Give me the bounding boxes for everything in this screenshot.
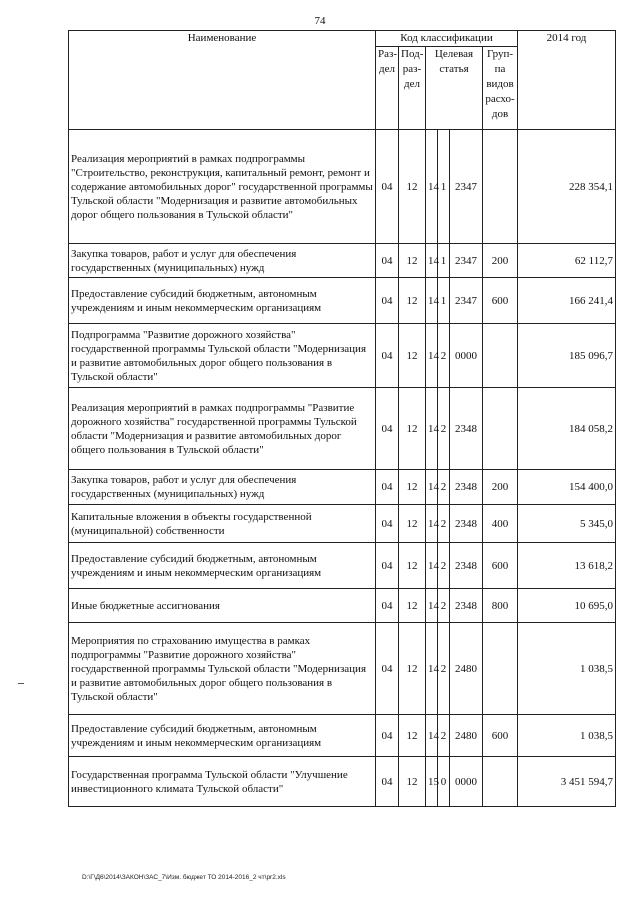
- cell-c1: 14: [426, 324, 438, 388]
- cell-name: Капитальные вложения в объекты государственной (муниципальной) собственности: [69, 505, 376, 543]
- cell-amount: 184 058,2: [518, 388, 616, 470]
- cell-vr: 400: [483, 505, 518, 543]
- cell-amount: 1 038,5: [518, 715, 616, 757]
- header-year: 2014 год: [518, 31, 616, 130]
- cell-amount: 10 695,0: [518, 589, 616, 623]
- cell-c3: 0000: [450, 757, 483, 807]
- page-number: 74: [314, 15, 326, 27]
- cell-name: Реализация мероприятий в рамках подпрограммы "Строительство, реконструкция, капитальный ремонт, ремонт и содержание автомобильных дорог" государственной программы Тульской области "Модернизация и развитие автомобильных дорог общего пользования в Тульской области": [69, 130, 376, 244]
- table-row: [69, 757, 616, 807]
- cell-c2: 2: [438, 623, 450, 715]
- cell-rz: 04: [376, 589, 399, 623]
- cell-pr: 12: [399, 757, 426, 807]
- cell-c2: 1: [438, 278, 450, 324]
- cell-vr: 800: [483, 589, 518, 623]
- cell-c3: 0000: [450, 324, 483, 388]
- table-row: [69, 470, 616, 505]
- cell-vr: 200: [483, 244, 518, 278]
- table-row: [69, 278, 616, 324]
- cell-rz: 04: [376, 470, 399, 505]
- cell-amount: 13 618,2: [518, 543, 616, 589]
- cell-c3: 2348: [450, 589, 483, 623]
- table-row: [69, 505, 616, 543]
- cell-name: Подпрограмма "Развитие дорожного хозяйства" государственной программы Тульской области "Модернизация и развитие автомобильных дорог общего пользования в Тульской области": [69, 324, 376, 388]
- table-row: [69, 589, 616, 623]
- cell-pr: 12: [399, 470, 426, 505]
- cell-name: Закупка товаров, работ и услуг для обеспечения государственных (муниципальных) нужд: [69, 244, 376, 278]
- cell-c1: 14: [426, 543, 438, 589]
- table-row: [69, 130, 616, 244]
- header-code-group: Код классификации: [376, 31, 518, 47]
- cell-c3: 2348: [450, 543, 483, 589]
- cell-name: Реализация мероприятий в рамках подпрограммы "Развитие дорожного хозяйства" государственной программы Тульской области "Модернизация и развитие автомобильных дорог общего пользования в Тульской области": [69, 388, 376, 470]
- cell-vr: [483, 324, 518, 388]
- header-name: Наименование: [69, 31, 376, 130]
- cell-pr: 12: [399, 278, 426, 324]
- cell-pr: 12: [399, 715, 426, 757]
- table-row: [69, 324, 616, 388]
- cell-amount: 62 112,7: [518, 244, 616, 278]
- cell-amount: 1 038,5: [518, 623, 616, 715]
- cell-amount: 185 096,7: [518, 324, 616, 388]
- cell-c1: 14: [426, 130, 438, 244]
- cell-c2: 1: [438, 130, 450, 244]
- cell-pr: 12: [399, 543, 426, 589]
- header-subsection: Под- раз- дел: [399, 47, 426, 130]
- cell-rz: 04: [376, 623, 399, 715]
- cell-c1: 14: [426, 388, 438, 470]
- cell-rz: 04: [376, 543, 399, 589]
- cell-c3: 2347: [450, 244, 483, 278]
- cell-c2: 2: [438, 324, 450, 388]
- cell-c1: 14: [426, 505, 438, 543]
- cell-c3: 2348: [450, 505, 483, 543]
- cell-c2: 2: [438, 505, 450, 543]
- cell-c3: 2347: [450, 130, 483, 244]
- cell-vr: 600: [483, 543, 518, 589]
- table-row: [69, 244, 616, 278]
- cell-pr: 12: [399, 589, 426, 623]
- cell-c2: 2: [438, 543, 450, 589]
- cell-c1: 15: [426, 757, 438, 807]
- cell-c2: 2: [438, 715, 450, 757]
- cell-c3: 2348: [450, 388, 483, 470]
- cell-pr: 12: [399, 130, 426, 244]
- cell-c2: 1: [438, 244, 450, 278]
- cell-pr: 12: [399, 388, 426, 470]
- header-target: Целевая статья: [426, 47, 483, 130]
- cell-name: Предоставление субсидий бюджетным, автономным учреждениям и иным некоммерческим организациям: [69, 543, 376, 589]
- cell-c2: 0: [438, 757, 450, 807]
- cell-rz: 04: [376, 130, 399, 244]
- cell-c3: 2480: [450, 623, 483, 715]
- cell-vr: 600: [483, 715, 518, 757]
- table-row: [69, 543, 616, 589]
- cell-pr: 12: [399, 324, 426, 388]
- cell-amount: 3 451 594,7: [518, 757, 616, 807]
- cell-c1: 14: [426, 589, 438, 623]
- cell-c2: 2: [438, 470, 450, 505]
- cell-c1: 14: [426, 470, 438, 505]
- cell-c2: 2: [438, 589, 450, 623]
- cell-name: Предоставление субсидий бюджетным, автономным учреждениям и иным некоммерческим организациям: [69, 278, 376, 324]
- cell-name: Предоставление субсидий бюджетным, автономным учреждениям и иным некоммерческим организациям: [69, 715, 376, 757]
- cell-rz: 04: [376, 757, 399, 807]
- cell-vr: [483, 130, 518, 244]
- cell-c1: 14: [426, 623, 438, 715]
- cell-vr: [483, 388, 518, 470]
- cell-rz: 04: [376, 388, 399, 470]
- cell-c1: 14: [426, 244, 438, 278]
- table-row: [69, 715, 616, 757]
- cell-vr: [483, 757, 518, 807]
- cell-c1: 14: [426, 278, 438, 324]
- cell-name: Иные бюджетные ассигнования: [69, 589, 376, 623]
- cell-amount: 154 400,0: [518, 470, 616, 505]
- cell-rz: 04: [376, 244, 399, 278]
- cell-rz: 04: [376, 278, 399, 324]
- cell-vr: [483, 623, 518, 715]
- cell-name: Закупка товаров, работ и услуг для обеспечения государственных (муниципальных) нужд: [69, 470, 376, 505]
- cell-amount: 228 354,1: [518, 130, 616, 244]
- cell-pr: 12: [399, 505, 426, 543]
- cell-c2: 2: [438, 388, 450, 470]
- cell-pr: 12: [399, 623, 426, 715]
- cell-c3: 2347: [450, 278, 483, 324]
- cell-vr: 200: [483, 470, 518, 505]
- cell-vr: 600: [483, 278, 518, 324]
- cell-rz: 04: [376, 505, 399, 543]
- table-body: [69, 130, 616, 807]
- header-section: Раз- дел: [376, 47, 399, 130]
- cell-name: Государственная программа Тульской области "Улучшение инвестиционного климата Тульской области": [69, 757, 376, 807]
- cell-pr: 12: [399, 244, 426, 278]
- margin-mark: [18, 683, 24, 684]
- budget-table: [68, 30, 616, 807]
- header-group: Груп- па видов расхо- дов: [483, 47, 518, 130]
- cell-name: Мероприятия по страхованию имущества в рамках подпрограммы "Развитие дорожного хозяйства" государственной программы Тульской области "Модернизация и развитие автомобильных дорог общего пользования в Тульской области": [69, 623, 376, 715]
- cell-c1: 14: [426, 715, 438, 757]
- cell-amount: 166 241,4: [518, 278, 616, 324]
- table-row: [69, 388, 616, 470]
- table-row: [69, 623, 616, 715]
- cell-amount: 5 345,0: [518, 505, 616, 543]
- cell-rz: 04: [376, 715, 399, 757]
- file-path-footer: D:\Г\Д6\2014\ЗАКОН\ЗАС_7\Изм. бюджет ТО 2014-2016_2 чт\pr2.xls: [82, 874, 286, 881]
- cell-c3: 2480: [450, 715, 483, 757]
- cell-c3: 2348: [450, 470, 483, 505]
- cell-rz: 04: [376, 324, 399, 388]
